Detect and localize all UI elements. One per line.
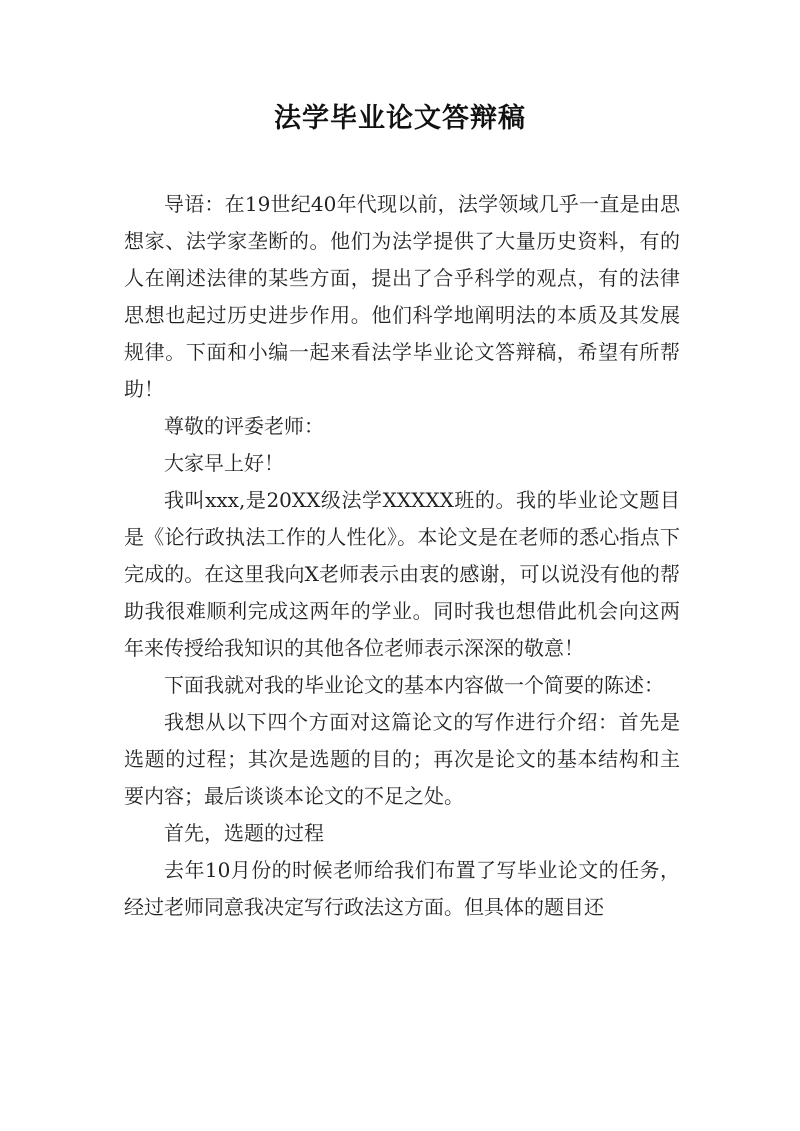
paragraph-statement-intro: 下面我就对我的毕业论文的基本内容做一个简要的陈述： bbox=[164, 673, 664, 697]
paragraph-greeting: 大家早上好！ bbox=[164, 451, 284, 475]
paragraph-section-heading: 首先，选题的过程 bbox=[164, 821, 324, 845]
document-title: 法学毕业论文答辩稿 bbox=[274, 103, 526, 134]
paragraph-self-introduction: 我叫xxx,是20XX级法学XXXXX班的。我的毕业论文题目是《论行政执法工作的人性化》。本论文是在老师的悉心指点下完成的。在这里我向X老师表示由衷的感谢，可以说没有他的帮助我很难顺利完成这两年的学业。同时我也想借此机会向这两年来传授给我知识的其他各位老师表示深深的敬意！ bbox=[124, 488, 680, 660]
paragraph-outline: 我想从以下四个方面对这篇论文的写作进行介绍：首先是选题的过程；其次是选题的目的；再次是论文的基本结构和主要内容；最后谈谈本论文的不足之处。 bbox=[124, 710, 680, 808]
document-body bbox=[124, 186, 680, 926]
paragraph-intro: 导语：在19世纪40年代现以前，法学领域几乎一直是由思想家、法学家垄断的。他们为法学提供了大量历史资料，有的人在阐述法律的某些方面，提出了合乎科学的观点，有的法律思想也起过历史进步作用。他们科学地阐明法的本质及其发展规律。下面和小编一起来看法学毕业论文答辩稿，希望有所帮助！ bbox=[124, 192, 680, 401]
paragraph-salutation: 尊敬的评委老师： bbox=[164, 414, 324, 438]
paragraph-selection-process: 去年10月份的时候老师给我们布置了写毕业论文的任务，经过老师同意我决定写行政法这方面。但具体的题目还 bbox=[124, 858, 680, 919]
